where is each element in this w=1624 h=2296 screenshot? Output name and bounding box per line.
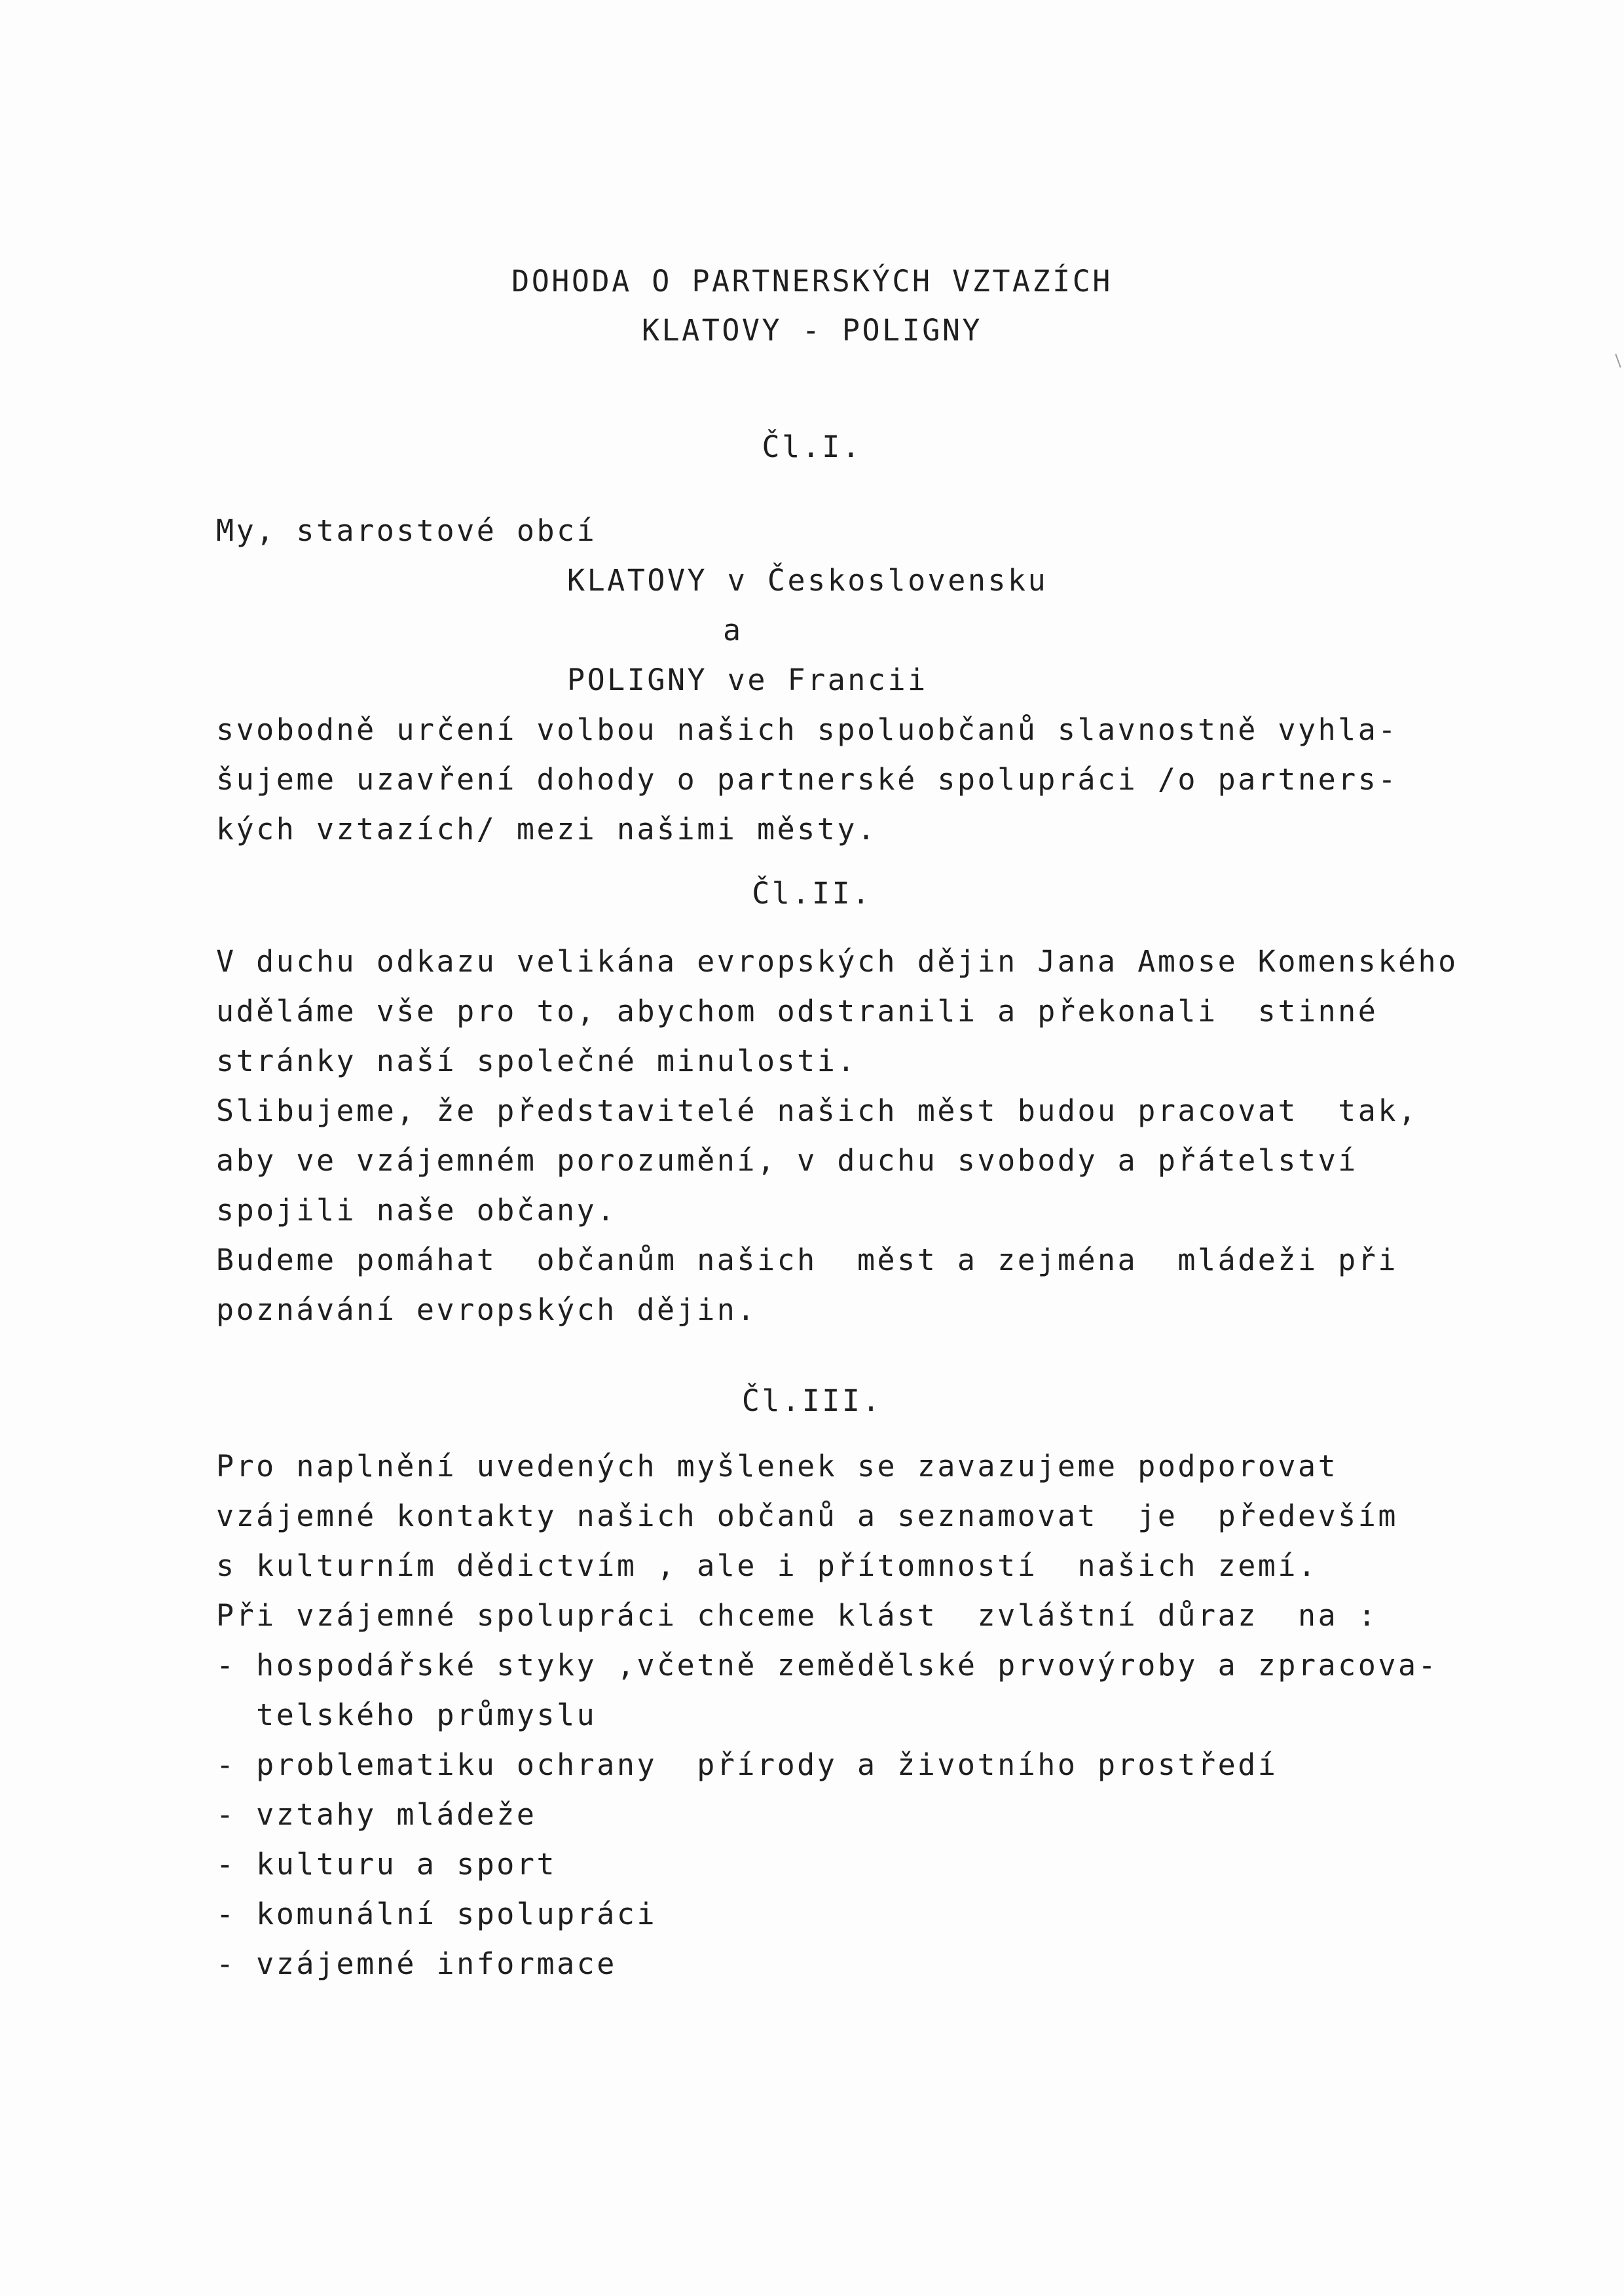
article-3-paragraph-line: s kulturním dědictvím , ale i přítomností našich zemí. <box>216 1548 1318 1583</box>
document-subtitle: KLATOVY - POLIGNY <box>641 313 983 348</box>
scan-mark <box>1615 354 1621 367</box>
article-3-list-item: - hospodářské styky ,včetně zemědělské prvovýroby a zpracova- <box>216 1648 1439 1683</box>
article-1-heading: Čl.I. <box>762 429 862 464</box>
article-2-paragraph-line: spojili naše občany. <box>216 1193 617 1228</box>
article-3-list-item: - komunální spolupráci <box>216 1897 657 1931</box>
article-3-list-item: - vztahy mládeže <box>216 1797 537 1832</box>
article-2-paragraph-line: V duchu odkazu velikána evropských dějin Jana Amose Komenského <box>216 944 1458 979</box>
article-3-list-item: - vzájemné informace <box>216 1946 617 1981</box>
article-3-paragraph-line: Pro naplnění uvedených myšlenek se zavazujeme podporovat <box>216 1449 1338 1484</box>
article-1-city-1: KLATOVY v Československu <box>567 563 1048 598</box>
article-2-paragraph-line: Slibujeme, že představitelé našich měst budou pracovat tak, <box>216 1093 1418 1128</box>
article-1-intro: My, starostové obcí <box>216 513 597 548</box>
article-2-paragraph-line: poznávání evropských dějin. <box>216 1292 757 1327</box>
article-2-paragraph-line: uděláme vše pro to, abychom odstranili a překonali stinné <box>216 994 1378 1029</box>
article-1-paragraph-line: kých vztazích/ mezi našimi městy. <box>216 812 877 847</box>
document-title: DOHODA O PARTNERSKÝCH VZTAZÍCH <box>511 264 1113 299</box>
article-2-heading: Čl.II. <box>752 876 872 911</box>
article-2-paragraph-line: Budeme pomáhat občanům našich měst a zejména mládeži při <box>216 1243 1398 1277</box>
article-1-conjunction: a <box>723 613 743 647</box>
article-3-heading: Čl.III. <box>741 1383 883 1418</box>
article-3-list-item: - problematiku ochrany přírody a životního prostředí <box>216 1747 1278 1782</box>
article-3-paragraph-line: Při vzájemné spolupráci chceme klást zvláštní důraz na : <box>216 1598 1378 1633</box>
article-2-paragraph-line: aby ve vzájemném porozumění, v duchu svobody a přátelství <box>216 1143 1358 1178</box>
article-3-paragraph-line: vzájemné kontakty našich občanů a seznamovat je především <box>216 1499 1398 1533</box>
article-1-paragraph-line: šujeme uzavření dohody o partnerské spolupráci /o partners- <box>216 762 1398 797</box>
article-3-list-item-continuation: telského průmyslu <box>216 1698 597 1732</box>
article-1-city-2: POLIGNY ve Francii <box>567 663 928 697</box>
article-2-paragraph-line: stránky naší společné minulosti. <box>216 1044 857 1078</box>
article-3-list-item: - kulturu a sport <box>216 1847 557 1882</box>
article-1-paragraph-line: svobodně určení volbou našich spoluobčanů slavnostně vyhla- <box>216 712 1398 747</box>
